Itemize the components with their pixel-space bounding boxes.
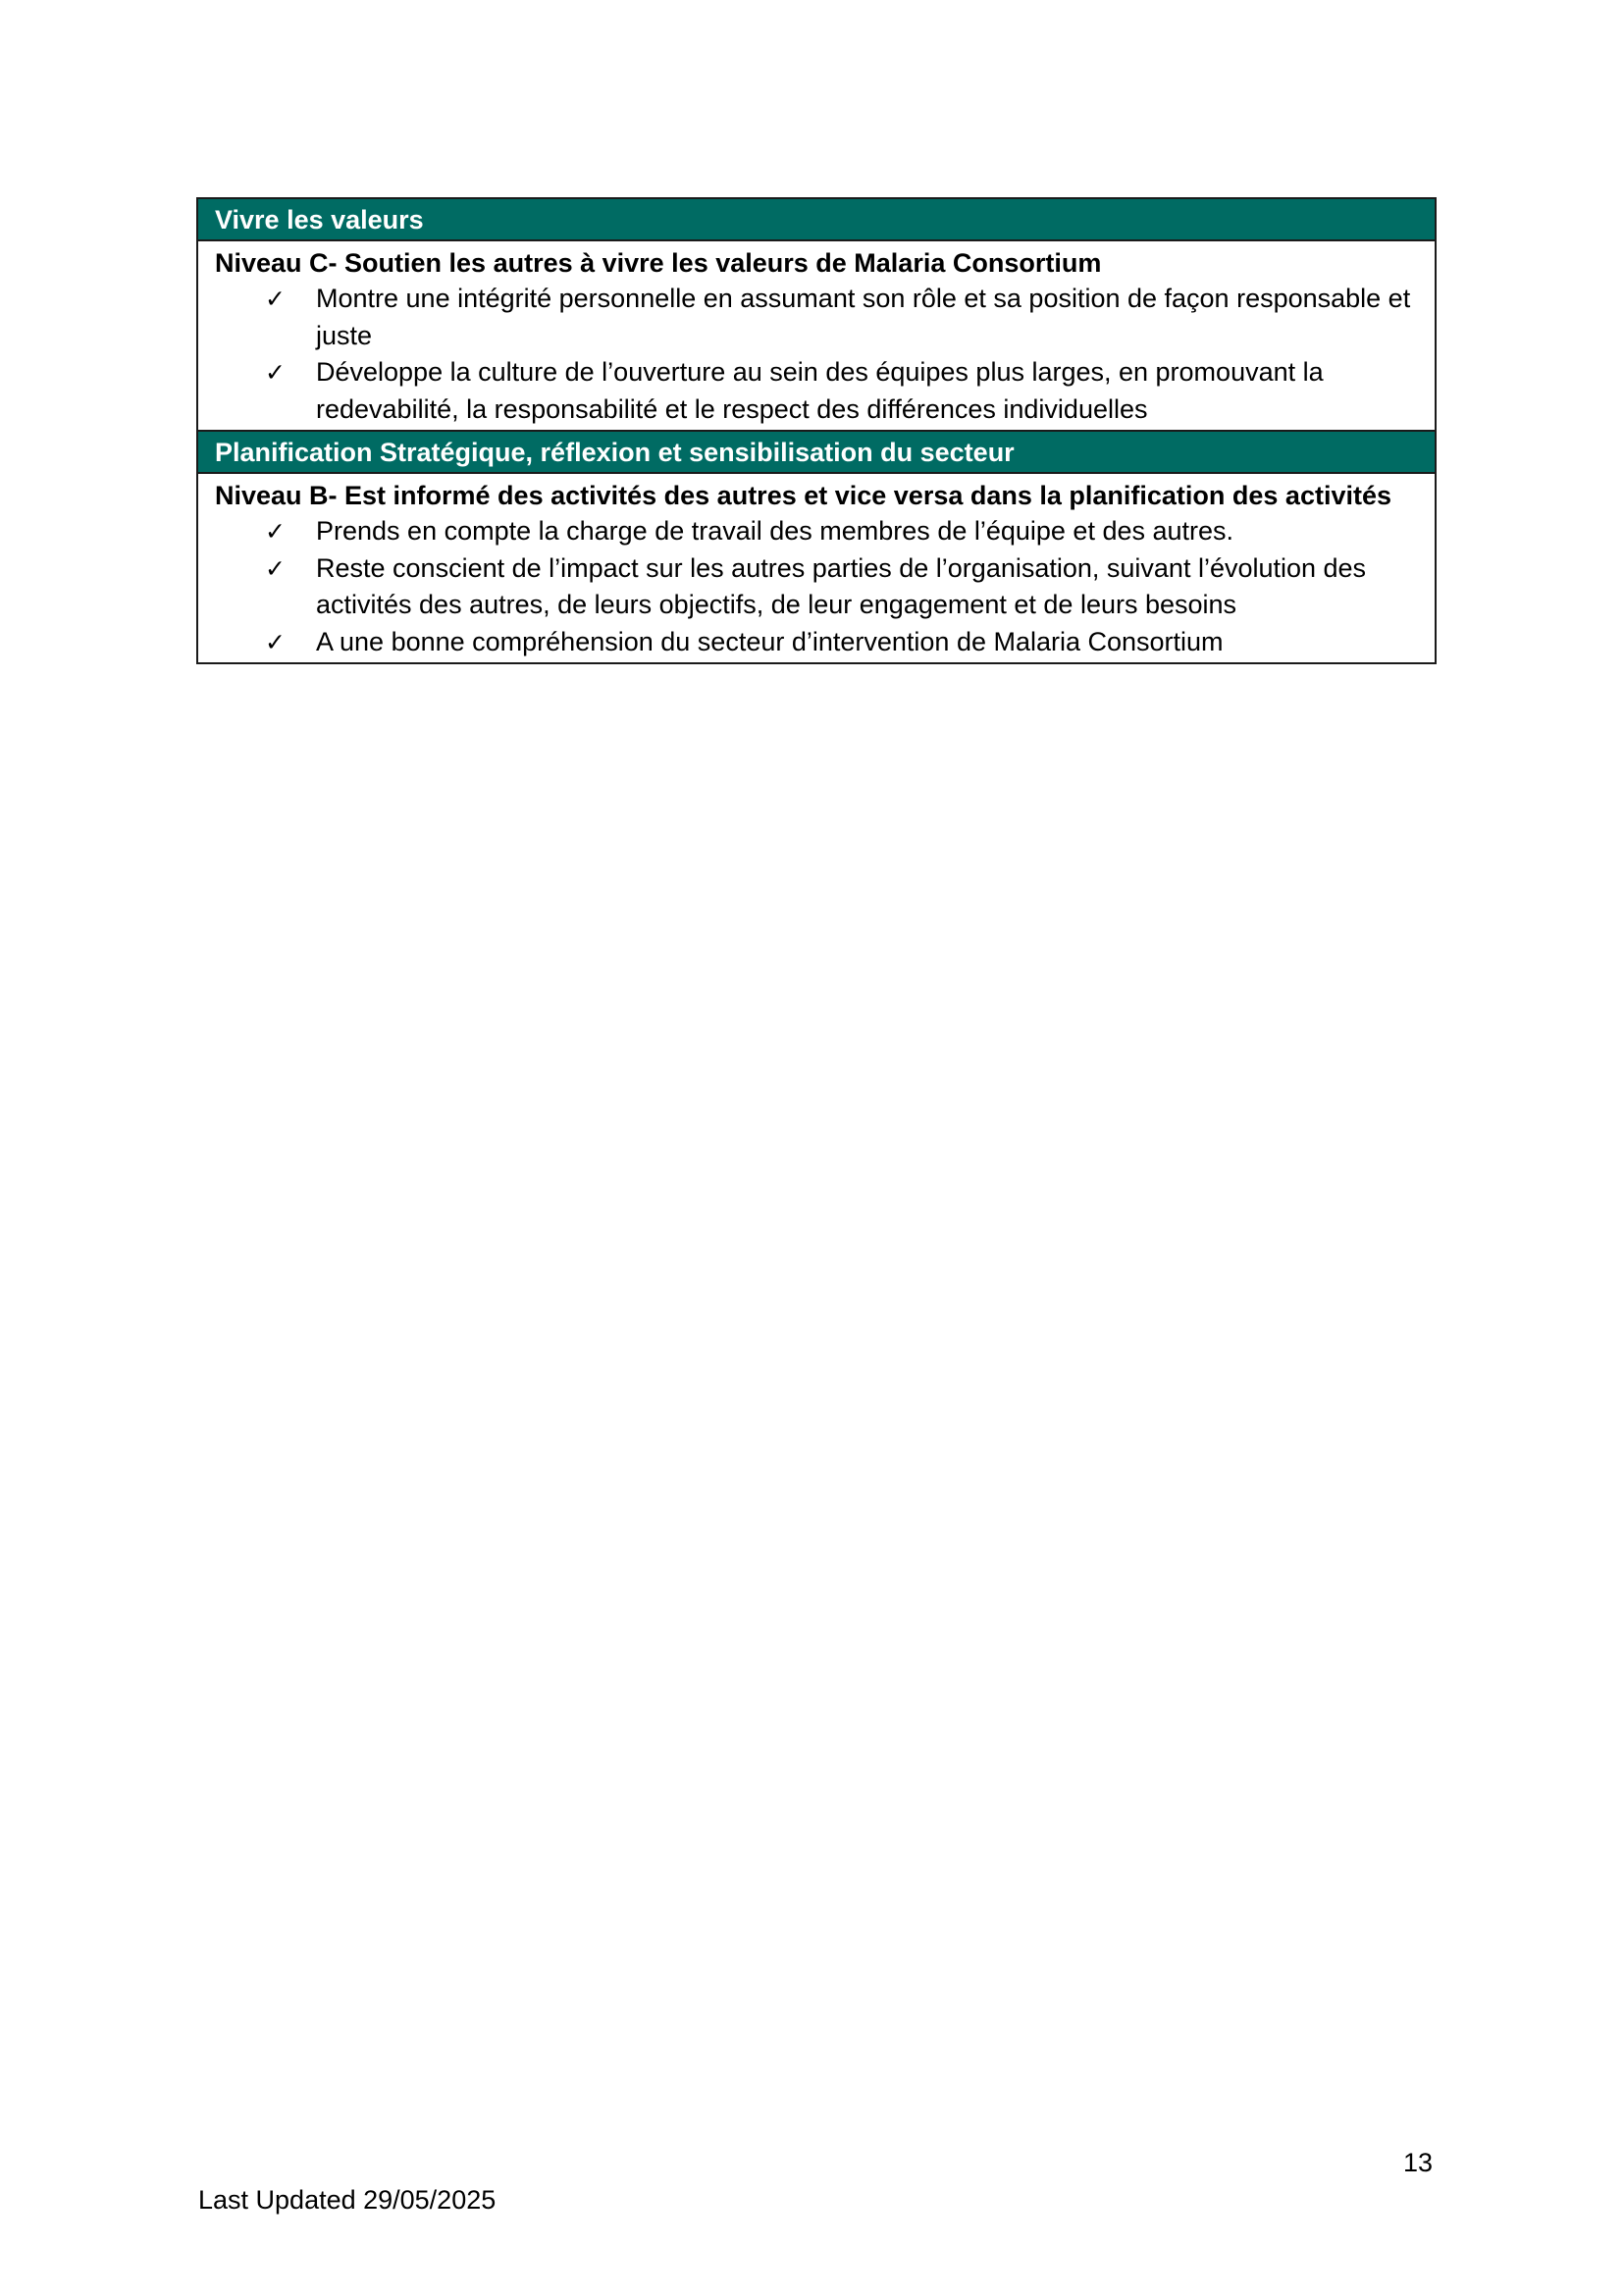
checkmark-icon: ✓: [265, 553, 286, 583]
list-item: [215, 513, 1425, 550]
checkmark-icon: ✓: [265, 285, 286, 313]
competency-list: [215, 513, 1425, 660]
level-title: Niveau C- Soutien les autres à vivre les valeurs de Malaria Consortium: [215, 248, 1102, 278]
list-item-text: Prends en compte la charge de travail des membres de l’équipe et des autres.: [316, 516, 1234, 546]
section-header-vivre-les-valeurs: Vivre les valeurs: [198, 199, 1435, 241]
list-item-text: Montre une intégrité personnelle en assumant son rôle et sa position de façon responsable et juste: [316, 284, 1411, 350]
page-number: 13: [1403, 2148, 1434, 2177]
list-item-text: Reste conscient de l’impact sur les autres parties de l’organisation, suivant l’évolution des activités des autres, de leurs objectifs, de leur engagement et de leurs besoins: [316, 552, 1367, 619]
checkmark-icon: ✓: [265, 358, 286, 387]
checkmark-icon: ✓: [265, 627, 286, 656]
section-header-planification-strategique: Planification Stratégique, réflexion et sensibilisation du secteur: [198, 432, 1435, 474]
competency-table: [196, 197, 1437, 664]
list-item: [215, 281, 1425, 354]
checkmark-icon: ✓: [265, 517, 286, 546]
list-item: [215, 354, 1425, 428]
list-item: [215, 624, 1425, 661]
list-item-text: A une bonne compréhension du secteur d’intervention de Malaria Consortium: [316, 626, 1224, 656]
section-body-vivre-les-valeurs: [198, 241, 1435, 432]
list-item-text: Développe la culture de l’ouverture au sein des équipes plus larges, en promouvant la redevabilité, la responsabilité et le respect des différences individuelles: [316, 357, 1324, 424]
footer-last-updated: Last Updated 29/05/2025: [198, 2185, 497, 2215]
list-item: [215, 550, 1425, 624]
competency-list: [215, 281, 1425, 428]
level-title: Niveau B- Est informé des activités des autres et vice versa dans la planification des activités: [215, 481, 1391, 510]
section-body-planification-strategique: [198, 474, 1435, 662]
